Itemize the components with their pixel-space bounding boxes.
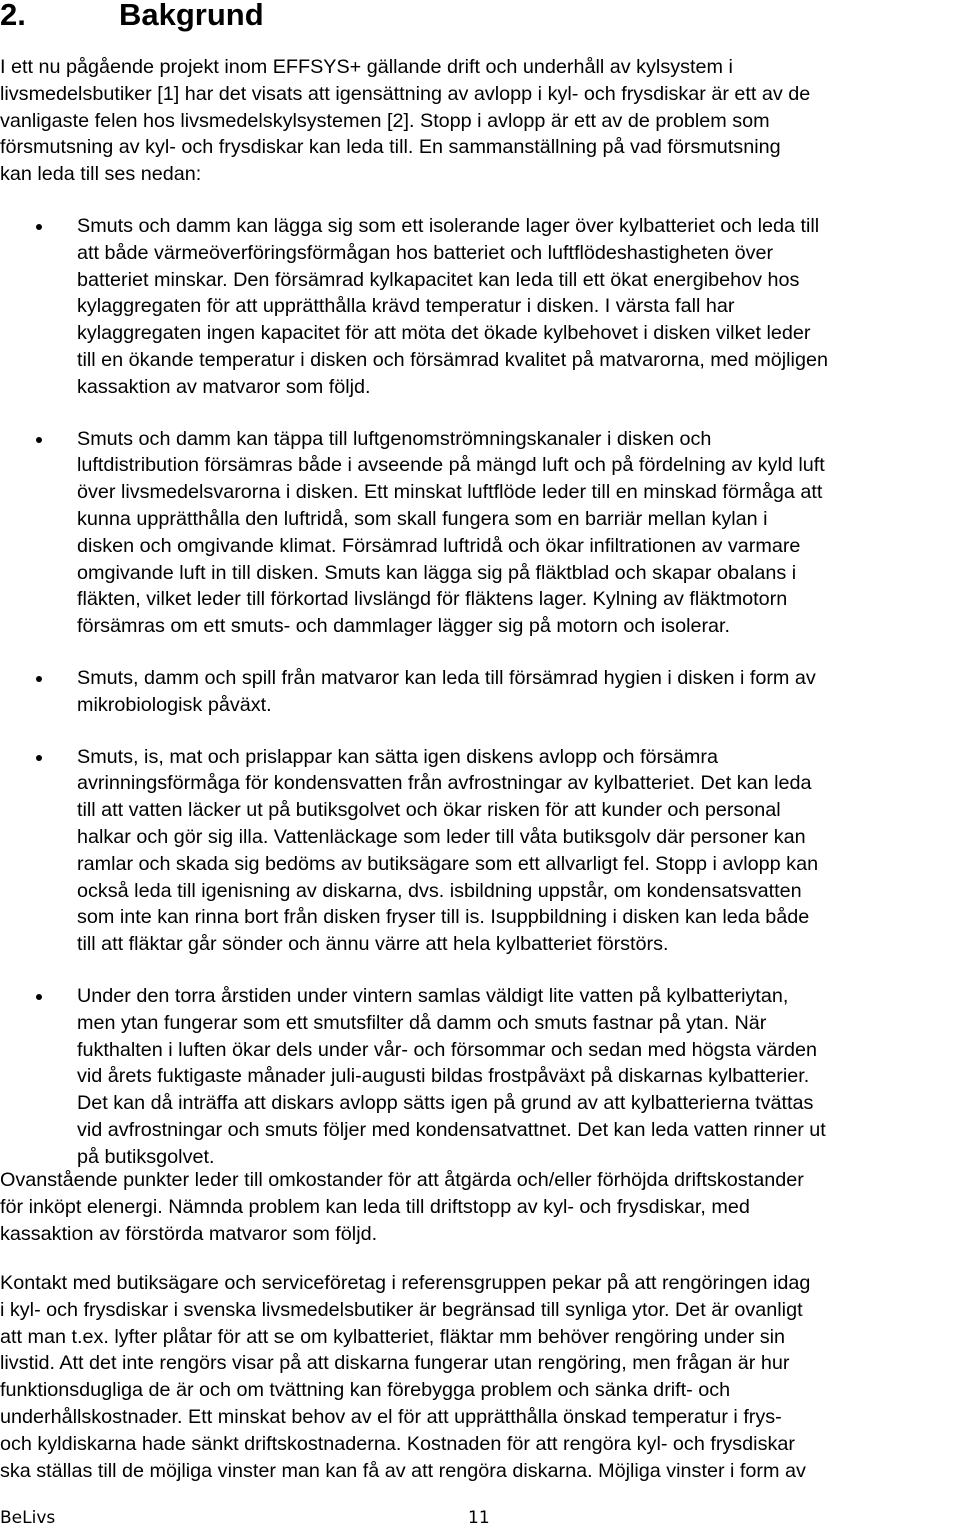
footer-brand: BeLivs bbox=[0, 1508, 56, 1528]
contact-paragraph: Kontakt med butiksägare och serviceföretag i referensgruppen pekar på att rengöringen idag i kyl- och frysdiskar i svenska livsmedelsbutiker är begränsad till synliga ytor. Det är ovanligt att man t.ex. lyfter plåtar för att se om kylbatteriet, fläktar mm behöver rengöring under sin livstid. Att det inte rengörs visar på att diskarna fungerar utan rengöring, men frågan är hur funktionsdugliga de är och om tvättning kan förebygga problem och sänka drift- och underhållskostnader. Ett minskat behov av el för att upprätthålla önskad temperatur i frys- och kyldiskarna hade sänkt driftskostnaderna. Kostnaden för att rengöra kyl- och frysdiskar ska ställas till de möjliga vinster man kan få av att rengöra diskarna. Möjliga vinster i form av bbox=[0, 1272, 811, 1482]
bullet-item bbox=[0, 426, 958, 640]
section-number: 2. bbox=[0, 0, 26, 32]
bullet-dot-icon bbox=[36, 755, 42, 761]
bullet-item bbox=[0, 744, 958, 958]
bullet-dot-icon bbox=[36, 224, 42, 230]
section-title: Bakgrund bbox=[119, 0, 264, 32]
bullet-item bbox=[0, 983, 958, 1171]
costs-paragraph: Ovanstående punkter leder till omkostander för att åtgärda och/eller förhöjda driftskostander för inköpt elenergi. Nämnda problem kan leda till driftstopp av kyl- och frysdiskar, med kassaktion av förstörda matvaror som följd. bbox=[0, 1169, 804, 1245]
bullet-text: Smuts och damm kan lägga sig som ett isolerande lager över kylbatteriet och leda till att både värmeöverföringsförmågan hos batteriet och luftflödeshastigheten över batteriet minskar. Den försämrad kylkapacitet kan leda till ett ökat energibehov hos kylaggregaten för att upprätthålla krävd temperatur i disken. I värsta fall har kylaggregaten ingen kapacitet för att möta det ökade kylbehovet i disken vilket leder till en ökande temperatur i disken och försämrad kvalitet på matvarorna, med möjligen kassaktion av matvaror som följd. bbox=[77, 215, 828, 398]
bullet-list bbox=[0, 213, 958, 1196]
bullet-dot-icon bbox=[36, 437, 42, 443]
bullet-dot-icon bbox=[36, 676, 42, 682]
bullet-text: Smuts, is, mat och prislappar kan sätta igen diskens avlopp och försämra avrinningsförmåga för kondensvatten från avfrostningar av kylbatteriet. Det kan leda till att vatten läcker ut på butiksgolvet och ökar risken för att kunder och personal halkar och gör sig illa. Vattenläckage som leder till våta butiksgolv där personer kan ramlar och skada sig bedöms av butiksägare som ett allvarligt fel. Stopp i avlopp kan också leda till igenisning av diskarna, dvs. isbildning uppstår, om kondensatsvatten som inte kan rinna bort från disken fryser till is. Isuppbildning i disken kan leda både till att fläktar går sönder och ännu värre att hela kylbatteriet förstörs. bbox=[77, 745, 819, 956]
footer-page-number: 11 bbox=[468, 1508, 490, 1528]
intro-paragraph: I ett nu pågående projekt inom EFFSYS+ gällande drift och underhåll av kylsystem i livsmedelsbutiker [1] har det visats att igensättning av avlopp i kyl- och frysdiskar är ett av de vanligaste felen hos livsmedelskylsystemen [2]. Stopp i avlopp är ett av de problem som försmutsning av kyl- och frysdiskar kan leda till. En sammanställning på vad försmutsning kan leda till ses nedan: bbox=[0, 56, 811, 186]
bullet-item bbox=[0, 665, 958, 719]
bullet-text: Smuts, damm och spill från matvaror kan leda till försämrad hygien i disken i form av mikrobiologisk påväxt. bbox=[77, 666, 816, 716]
bullet-text: Under den torra årstiden under vintern samlas väldigt lite vatten på kylbatteriytan, men ytan fungerar som ett smutsfilter då damm och smuts fastnar på ytan. När fukthalten i luften ökar dels under vår- och försommar och sedan med högsta värden vid årets fuktigaste månader juli-augusti bildas frostpåväxt på diskarnas kylbatterier. Det kan då inträffa att diskars avlopp sätts igen på grund av att kylbatterierna tvättas vid avfrostningar och smuts följer med kondensatvattnet. Det kan leda vatten rinner ut på butiksgolvet. bbox=[77, 984, 826, 1168]
bullet-dot-icon bbox=[36, 994, 42, 1000]
bullet-text: Smuts och damm kan täppa till luftgenomströmningskanaler i disken och luftdistribution försämras både i avseende på mängd luft och på fördelning av kyld luft över livsmedelsvarorna i disken. Ett minskat luftflöde leder till en minskad förmåga att kunna upprätthålla den luftridå, som skall fungera som en barriär mellan kylan i disken och omgivande klimat. Försämrad luftridå och ökar infiltrationen av varmare omgivande luft in till disken. Smuts kan lägga sig på fläktblad och skapar obalans i fläkten, vilket leder till förkortad livslängd för fläktens lager. Kylning av fläktmotorn försämras om ett smuts- och dammlager lägger sig på motorn och isolerar. bbox=[77, 427, 825, 638]
section-heading bbox=[0, 0, 264, 34]
bullet-item bbox=[0, 213, 958, 401]
